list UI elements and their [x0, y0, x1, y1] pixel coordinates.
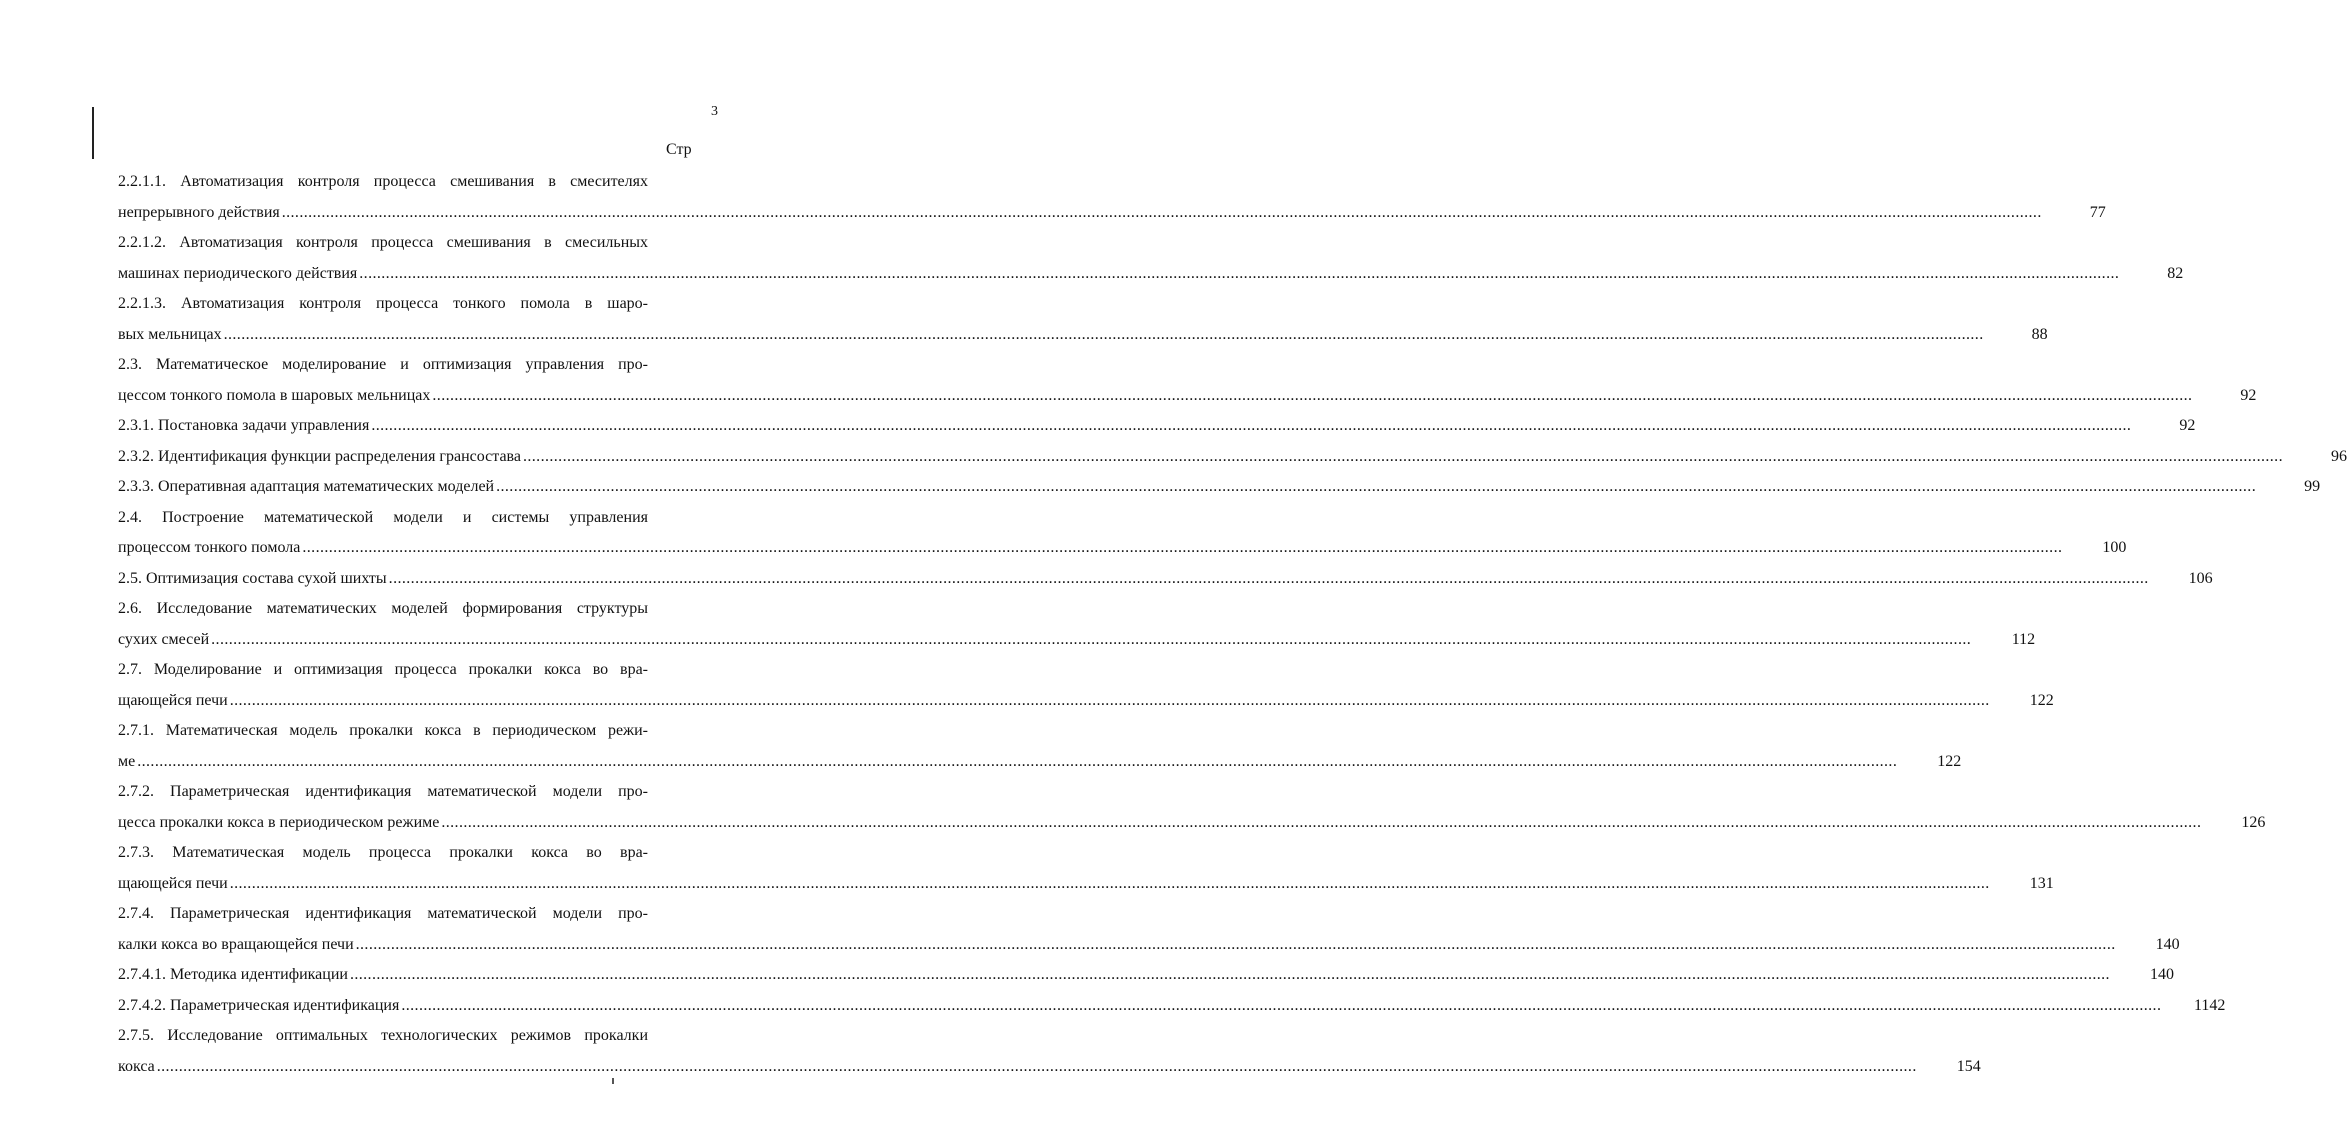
dot-leader: ................................................................................................................................................................................................................................................................................................................................................................................................................	[302, 539, 2063, 556]
dot-leader: ................................................................................................................................................................................................................................................................................................................................................................................................................	[371, 417, 2132, 434]
dot-leader: ................................................................................................................................................................................................................................................................................................................................................................................................................	[355, 935, 2116, 953]
toc-entry	[118, 564, 2213, 595]
toc-entry-title-line: 2.7.3. Математическая модель процесса прокалки кокса во вра-	[118, 844, 648, 861]
toc-entry	[118, 991, 2226, 1022]
toc-page-number: 1142	[2193, 996, 2226, 1014]
toc-entry	[118, 289, 2048, 350]
dot-leader: ................................................................................................................................................................................................................................................................................................................................................................................................................	[522, 447, 2283, 465]
toc-entry-title-line: непрерывного действия	[118, 203, 280, 221]
toc-entry-title-line: щающейся печи	[118, 691, 228, 709]
toc-entry-title-line: 2.7.4.2. Параметрическая идентификация	[118, 996, 400, 1014]
toc-entry-row	[118, 259, 2184, 290]
toc-entry-row	[118, 381, 2257, 412]
toc-entry-row	[118, 564, 2213, 595]
toc-entry-title-line: 2.3. Математическое моделирование и оптимизация управления про-	[118, 356, 648, 373]
toc-entry-title-line: сухих смесей	[118, 630, 210, 648]
toc-page-number: 100	[2102, 539, 2127, 556]
toc-entry-row	[118, 869, 2054, 900]
toc-page-number: 122	[1937, 752, 1962, 770]
toc-entry-row	[118, 411, 2196, 442]
toc-page-number: 77	[2089, 203, 2106, 221]
toc-entry-title-line: 2.7.4.1. Методика идентификации	[118, 966, 348, 983]
toc-page-number: 131	[2029, 874, 2054, 892]
dot-leader: ................................................................................................................................................................................................................................................................................................................................................................................................................	[229, 874, 1990, 892]
toc-page-number: 122	[2029, 691, 2054, 709]
toc-entry	[118, 777, 2266, 838]
table-of-contents	[118, 167, 2347, 1082]
dot-leader: ................................................................................................................................................................................................................................................................................................................................................................................................................	[401, 996, 2162, 1014]
toc-entry	[118, 350, 2257, 411]
toc-entry	[118, 442, 2347, 473]
toc-entry	[118, 228, 2184, 289]
toc-page-number: 106	[2188, 569, 2213, 587]
toc-page-number: 82	[2167, 264, 2184, 282]
toc-entry	[118, 838, 2054, 899]
toc-entry-title-line: вых мельницах	[118, 325, 222, 343]
toc-page-number: 96	[2330, 447, 2347, 465]
toc-entry-title-line: 2.4. Построение математической модели и системы управления	[118, 508, 648, 526]
toc-entry	[118, 716, 1962, 777]
toc-page-number: 154	[1956, 1057, 1981, 1075]
toc-entry-title-line: машинах периодического действия	[118, 264, 358, 282]
toc-entry-title-line: 2.6. Исследование математических моделей формирования структуры	[118, 600, 648, 617]
toc-entry-row	[118, 625, 2036, 656]
toc-page-number: 92	[2179, 417, 2196, 434]
toc-entry	[118, 594, 2036, 655]
toc-entry-title-line: 2.2.1.1. Автоматизация контроля процесса смешивания в смесителях	[118, 173, 648, 190]
toc-page-number: 112	[2011, 630, 2036, 648]
dot-leader: ................................................................................................................................................................................................................................................................................................................................................................................................................	[223, 325, 1984, 343]
toc-entry-title-line: 2.7.5. Исследование оптимальных технологических режимов прокалки	[118, 1027, 648, 1044]
margin-scan-mark	[92, 107, 94, 159]
toc-entry-row	[118, 533, 2127, 564]
toc-page-number: 88	[2031, 325, 2048, 343]
toc-entry-row	[118, 472, 2321, 503]
toc-entry-row	[118, 320, 2048, 351]
dot-leader: ................................................................................................................................................................................................................................................................................................................................................................................................................	[211, 630, 1972, 648]
toc-entry-row	[118, 808, 2266, 839]
toc-entry-row	[118, 960, 2174, 991]
page-number: 3	[711, 104, 718, 119]
toc-entry	[118, 899, 2180, 960]
toc-page-number: 140	[2155, 935, 2180, 953]
toc-entry-title-line: 2.7.4. Параметрическая идентификация математической модели про-	[118, 905, 648, 922]
toc-page-number: 140	[2149, 966, 2174, 983]
toc-entry-title-line: 2.3.3. Оперативная адаптация математических моделей	[118, 478, 495, 495]
toc-entry-title-line: щающейся печи	[118, 874, 228, 892]
toc-entry-title-line: 2.3.1. Постановка задачи управления	[118, 417, 370, 434]
toc-entry-row	[118, 686, 2054, 717]
dot-leader: ................................................................................................................................................................................................................................................................................................................................................................................................................	[156, 1057, 1917, 1075]
dot-leader: ................................................................................................................................................................................................................................................................................................................................................................................................................	[137, 752, 1898, 770]
toc-entry-title-line: 2.3.2. Идентификация функции распределения грансостава	[118, 447, 521, 465]
toc-entry	[118, 503, 2127, 564]
toc-entry	[118, 472, 2321, 503]
toc-entry	[118, 655, 2054, 716]
dot-leader: ................................................................................................................................................................................................................................................................................................................................................................................................................	[359, 264, 2120, 282]
toc-entry	[118, 411, 2196, 442]
toc-entry-title-line: 2.2.1.2. Автоматизация контроля процесса смешивания в смесильных	[118, 234, 648, 251]
toc-entry	[118, 167, 2106, 228]
dot-leader: ................................................................................................................................................................................................................................................................................................................................................................................................................	[281, 203, 2042, 221]
toc-entry-row	[118, 442, 2347, 473]
toc-entry-title-line: 2.7.1. Математическая модель прокалки кокса в периодическом режи-	[118, 722, 648, 739]
toc-entry-title-line: процессом тонкого помола	[118, 539, 301, 556]
toc-entry-title-line: калки кокса во вращающейся печи	[118, 935, 354, 953]
toc-entry-row	[118, 747, 1962, 778]
dot-leader: ................................................................................................................................................................................................................................................................................................................................................................................................................	[388, 569, 2149, 587]
toc-entry-row	[118, 930, 2180, 961]
dot-leader: ................................................................................................................................................................................................................................................................................................................................................................................................................	[496, 478, 2257, 495]
toc-page-number: 126	[2241, 813, 2266, 831]
toc-entry-title-line: 2.5. Оптимизация состава сухой шихты	[118, 569, 387, 587]
toc-entry-title-line: 2.2.1.3. Автоматизация контроля процесса тонкого помола в шаро-	[118, 295, 648, 312]
toc-entry-title-line: ме	[118, 752, 136, 770]
dot-leader: ................................................................................................................................................................................................................................................................................................................................................................................................................	[441, 813, 2202, 831]
toc-entry	[118, 960, 2174, 991]
dot-leader: ................................................................................................................................................................................................................................................................................................................................................................................................................	[229, 691, 1990, 709]
scan-speck	[612, 1078, 614, 1084]
toc-page-number: 92	[2240, 386, 2257, 404]
dot-leader: ................................................................................................................................................................................................................................................................................................................................................................................................................	[432, 386, 2193, 404]
dot-leader: ................................................................................................................................................................................................................................................................................................................................................................................................................	[349, 966, 2110, 983]
toc-entry-title-line: цессом тонкого помола в шаровых мельницах	[118, 386, 431, 404]
toc-entry-title-line: 2.7. Моделирование и оптимизация процесса прокалки кокса во вра-	[118, 661, 648, 678]
toc-entry-title-line: цесса прокалки кокса в периодическом режиме	[118, 813, 440, 831]
toc-entry-title-line: кокса	[118, 1057, 155, 1075]
toc-entry-title-line: 2.7.2. Параметрическая идентификация математической модели про-	[118, 783, 648, 800]
toc-entry-row	[118, 198, 2106, 229]
toc-entry-row	[118, 991, 2226, 1022]
toc-page-number: 99	[2304, 478, 2321, 495]
toc-entry	[118, 1021, 1981, 1082]
page-column-header: Стр	[666, 141, 692, 158]
